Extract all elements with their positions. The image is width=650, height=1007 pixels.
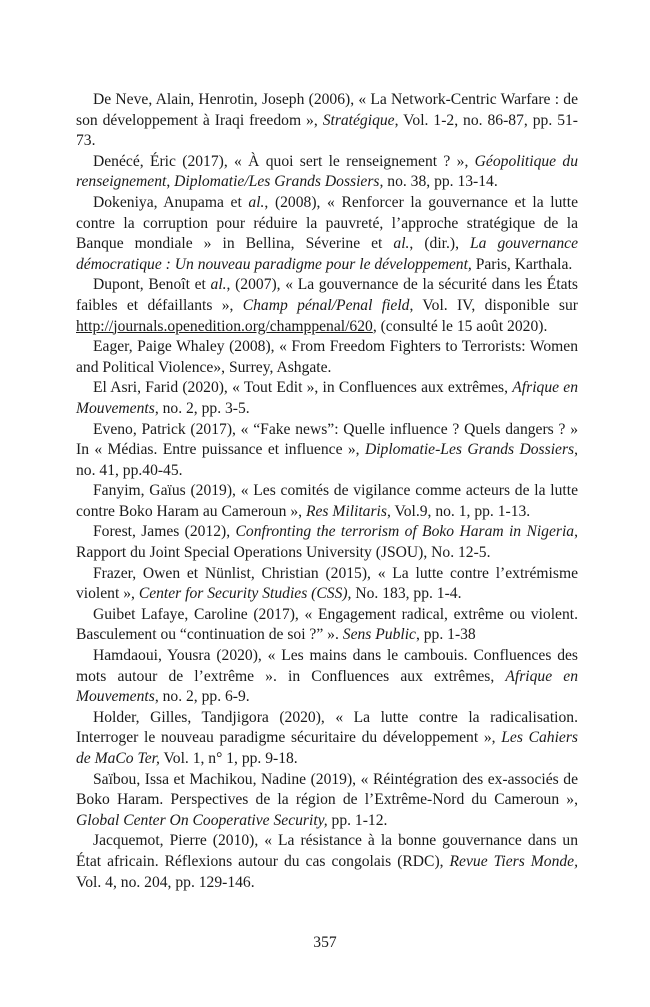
entry-text: No. 183, pp. 1-4. — [351, 585, 462, 603]
bibliography-entry — [76, 275, 578, 337]
entry-text: Holder, Gilles, Tandjigora (2020), « La lutte contre la radicalisation. Interroger le nouveau paradigme sécuritaire du développement », — [76, 708, 578, 747]
italic-title: Global Center On Cooperative Security, — [76, 811, 328, 829]
entry-text: , pp. 1-38 — [415, 626, 476, 644]
bibliography-entry — [76, 420, 578, 482]
bibliography-entry — [76, 152, 578, 193]
entry-text: Denécé, Éric (2017), « À quoi sert le renseignement ? », — [93, 152, 475, 170]
entry-text: , Vol. IV, disponible sur — [409, 296, 578, 314]
italic-title: Res Militaris — [305, 502, 387, 520]
entry-text: , no. 41, pp.40-45. — [76, 441, 578, 479]
entry-text: Guibet Lafaye, Caroline (2017), « Engagement radical, extrême ou violent. Basculement ou “continuation de soi ?” ». — [76, 605, 578, 644]
bibliography-entry — [76, 522, 578, 563]
entry-text: Eveno, Patrick (2017), « “Fake news”: Quelle influence ? Quels dangers ? » In « Médias. Entre puissance et influence », — [76, 420, 578, 459]
italic-title: Center for Security Studies (CSS), — [138, 585, 352, 603]
entry-text: El Asri, Farid (2020), « Tout Edit », in Confluences aux extrêmes, — [93, 379, 513, 397]
italic-title: Stratégique — [322, 111, 395, 129]
italic-title: Champ pénal/Penal field — [242, 296, 410, 314]
entry-text: Frazer, Owen et Nünlist, Christian (2015), « La lutte contre l’extrémisme violent », — [76, 564, 578, 603]
entry-text: Vol. 4, no. 204, pp. 129-146. — [76, 873, 255, 891]
italic-title: al. — [248, 193, 265, 211]
entry-text: Forest, James (2012), — [93, 523, 236, 541]
entry-text: , Vol. 1-2, no. 86-87, pp. 51-73. — [76, 111, 578, 150]
entry-text: , no. 2, pp. 6-9. — [154, 688, 250, 706]
italic-title: Afrique en Mouvements — [76, 667, 578, 706]
entry-text: , — [166, 173, 175, 191]
italic-title: La gouvernance démocratique : Un nouveau paradigme pour le développement, — [76, 235, 578, 273]
entry-text: Dupont, Benoît et — [93, 276, 211, 294]
entry-text: Paris, Karthala. — [471, 255, 573, 273]
entry-text: , (consulté le 15 août 2020). — [372, 317, 548, 335]
bibliography-entry — [76, 378, 578, 419]
bibliography-entry — [76, 770, 578, 832]
entry-text: , Rapport du Joint Special Operations University (JSOU), No. 12-5. — [76, 523, 578, 562]
bibliography-list — [76, 90, 578, 893]
bibliography-entry — [76, 564, 578, 605]
entry-text: , (dir.), — [409, 235, 470, 253]
bibliography-entry — [76, 90, 578, 152]
entry-text: Eager, Paige Whaley (2008), « From Freedom Fighters to Terrorists: Women and Political Violence», Surrey, Ashgate. — [76, 338, 578, 376]
italic-title: Géopolitique du renseignement — [76, 152, 578, 191]
entry-text: pp. 1-12. — [327, 811, 388, 829]
italic-title: Revue Tiers Monde, — [449, 852, 578, 870]
entry-text: De Neve, Alain, Henrotin, Joseph (2006), « La Network-Centric Warfare : de son développement à Iraqi freedom », — [76, 91, 578, 129]
reference-link[interactable]: http://journals.openedition.org/champpenal/620 — [76, 317, 373, 335]
italic-title: al. — [393, 235, 410, 253]
bibliography-entry — [76, 481, 578, 522]
bibliography-entry — [76, 831, 578, 893]
bibliography-entry — [76, 605, 578, 646]
italic-title: Sens Public — [342, 626, 416, 644]
entry-text: , (2008), « Renforcer la gouvernance et la lutte contre la corruption pour réduire la pauvreté, l’approche stratégique de la Banque mondiale » in Bellina, Séverine et — [76, 193, 578, 253]
italic-title: Afrique en Mouvements — [76, 379, 578, 417]
italic-title: Les Cahiers de MaCo Ter, — [76, 729, 578, 767]
bibliography-entry — [76, 708, 578, 770]
entry-text: Saïbou, Issa et Machikou, Nadine (2019), « Réintégration des ex-associés de Boko Haram. Perspectives de la région de l’Extrême-Nord du Cameroun », — [76, 770, 578, 809]
entry-text: Jacquemot, Pierre (2010), « La résistance à la bonne gouvernance dans un État africain. Réflexions autour du cas congolais (RDC), — [76, 832, 578, 870]
entry-text: Fanyim, Gaïus (2019), « Les comités de vigilance comme acteurs de la lutte contre Boko Haram au Cameroun », — [76, 482, 578, 520]
italic-title: Confronting the terrorism of Boko Haram in Nigeria — [235, 523, 575, 541]
italic-title: Diplomatie-Les Grands Dossiers — [364, 441, 575, 459]
entry-text: no. 38, pp. 13-14. — [383, 173, 498, 191]
entry-text: , (2007), « La gouvernance de la sécurité dans les États faibles et défaillants », — [76, 276, 578, 314]
bibliography-entry — [76, 193, 578, 275]
bibliography-entry — [76, 646, 578, 708]
entry-text: Hamdaoui, Yousra (2020), « Les mains dans le cambouis. Confluences des mots autour de l’extrême ». in Confluences aux extrêmes, — [76, 647, 578, 685]
italic-title: Diplomatie/Les Grands Dossiers, — [174, 173, 384, 191]
page-number: 357 — [313, 934, 337, 951]
entry-text: , Vol.9, no. 1, pp. 1-13. — [386, 502, 531, 520]
entry-text: Dokeniya, Anupama et — [93, 193, 249, 211]
bibliography-entry — [76, 337, 578, 378]
entry-text: Vol. 1, n° 1, pp. 9-18. — [159, 750, 298, 767]
entry-text: , no. 2, pp. 3-5. — [154, 399, 250, 417]
italic-title: al. — [210, 276, 227, 294]
